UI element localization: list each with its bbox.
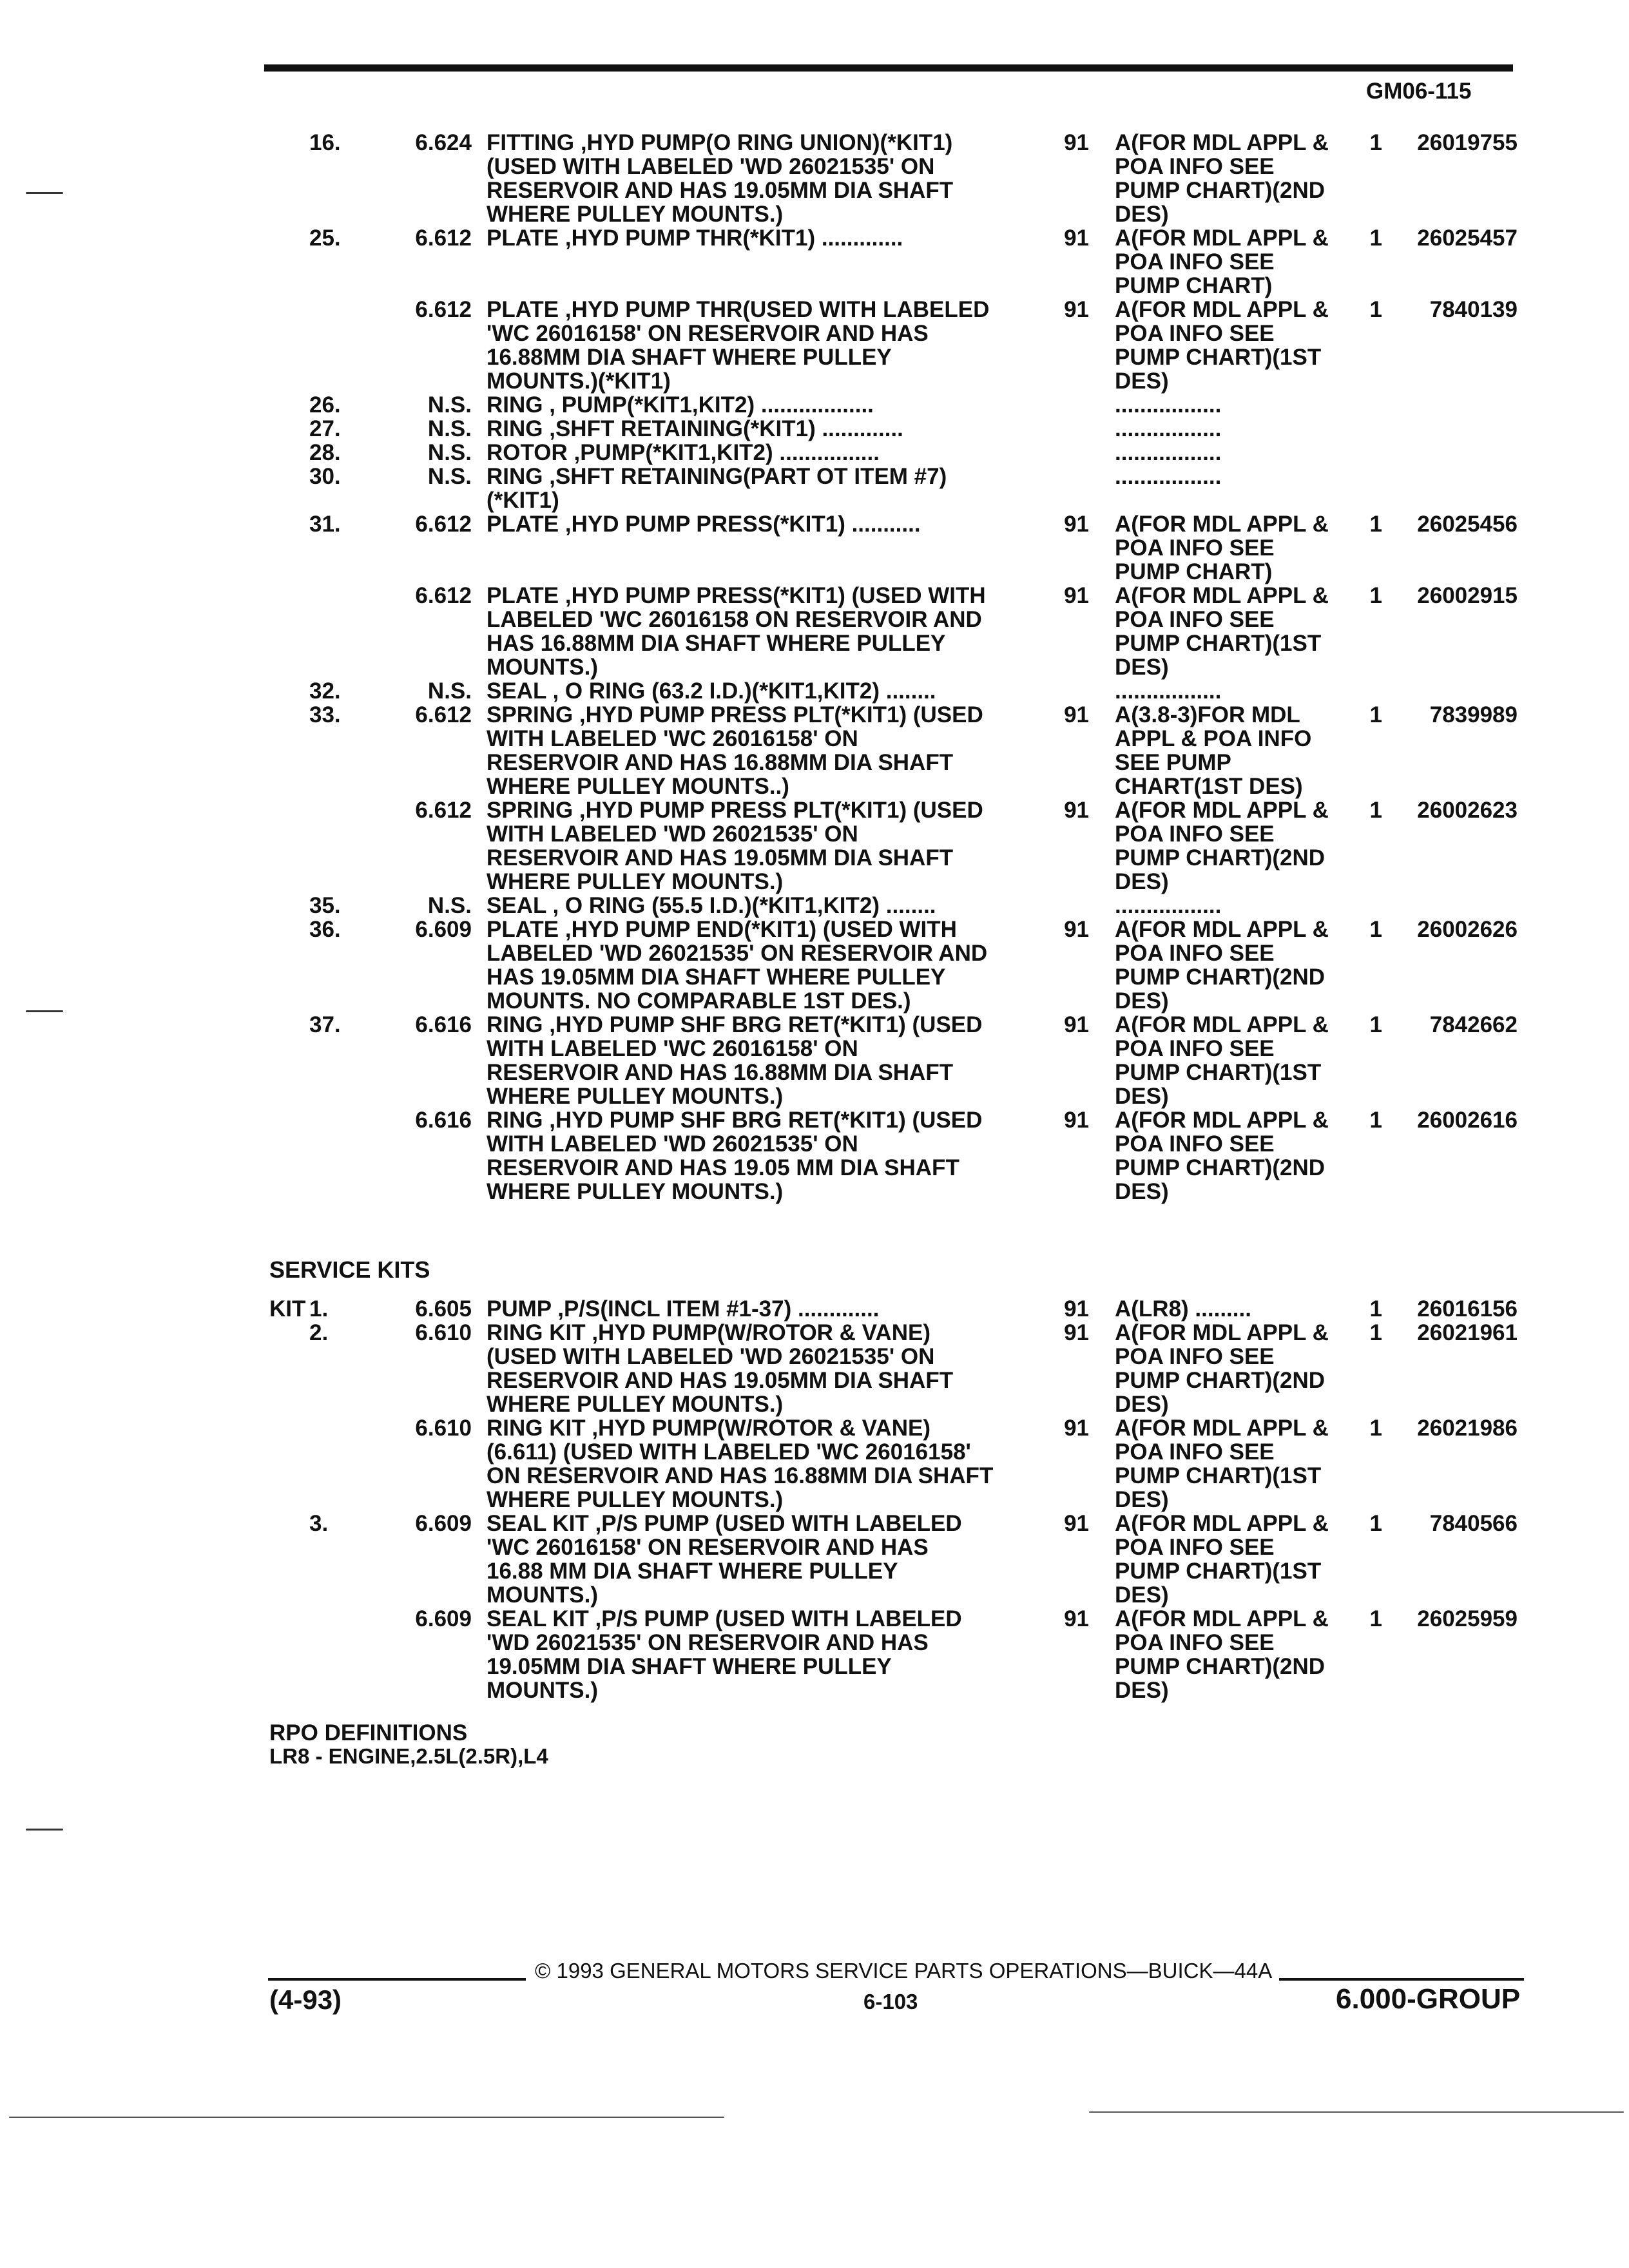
item-number: 30. (309, 464, 341, 489)
group-number: 6.612 (415, 583, 472, 608)
part-description (487, 679, 1021, 703)
application: A(FOR MDL APPL & POA INFO SEE PUMP CHART)(2ND DES) (1115, 130, 1329, 227)
part-name: RING (487, 1012, 543, 1037)
parts-row (0, 1321, 1629, 1416)
header-rule (264, 64, 1513, 72)
group-number: N.S. (427, 678, 472, 704)
rpo-definition: LR8 - ENGINE,2.5L(2.5R),L4 (269, 1744, 548, 1768)
application: A(FOR MDL APPL & POA INFO SEE PUMP CHART) (1115, 512, 1329, 584)
parts-row (0, 441, 1629, 465)
part-name: SEAL (487, 893, 546, 918)
part-name: PLATE (487, 226, 559, 251)
item-number: 1. (309, 1296, 329, 1321)
model-year: 91 (1064, 1416, 1089, 1441)
application: A(FOR MDL APPL & POA INFO SEE PUMP CHART)(1ST DES) (1115, 1416, 1329, 1512)
part-number: 26019755 (1417, 130, 1518, 155)
application: A(FOR MDL APPL & POA INFO SEE PUMP CHART)(2ND DES) (1115, 1606, 1329, 1703)
part-description (487, 131, 1021, 226)
part-name: RING (487, 392, 543, 418)
part-detail: ,HYD PUMP PRESS PLT(*KIT1) (USED WITH LABELED 'WD 26021535' ON RESERVOIR AND HAS 19.05MM DIA SHAFT WHERE PULLEY MOUNTS.) (487, 798, 983, 894)
model-year: 91 (1064, 1511, 1089, 1536)
part-number: 7840566 (1429, 1511, 1518, 1536)
item-number: 32. (309, 678, 341, 704)
parts-row (0, 918, 1629, 1013)
parts-row (0, 465, 1629, 512)
group-number: 6.610 (415, 1416, 472, 1441)
model-year: 91 (1064, 702, 1089, 727)
group-number: N.S. (427, 416, 472, 441)
quantity: 1 (1369, 1296, 1382, 1321)
part-name: SEAL (487, 678, 546, 704)
part-number: 26002626 (1417, 917, 1518, 942)
item-number: 36. (309, 917, 341, 942)
application: A(LR8) ......... (1115, 1296, 1251, 1321)
part-name: RING (487, 416, 543, 441)
model-year: 91 (1064, 798, 1089, 823)
application: A(FOR MDL APPL & POA INFO SEE PUMP CHART)(2ND DES) (1115, 1320, 1329, 1417)
model-year: 91 (1064, 1606, 1089, 1631)
part-detail: ,HYD PUMP PRESS PLT(*KIT1) (USED WITH LABELED 'WC 26016158' ON RESERVOIR AND HAS 16.88MM DIA SHAFT WHERE PULLEY MOUNTS..) (487, 702, 983, 799)
part-number: 7842662 (1429, 1012, 1518, 1037)
part-detail: , O RING (63.2 I.D.)(*KIT1,KIT2) ........ (546, 678, 936, 704)
part-description (487, 417, 1021, 441)
item-number: 25. (309, 226, 341, 251)
part-number: 26025456 (1417, 512, 1518, 537)
part-detail: ,HYD PUMP THR(*KIT1) ............. (559, 226, 903, 251)
copyright-line: © 1993 GENERAL MOTORS SERVICE PARTS OPERATIONS—BUICK—44A (535, 1959, 1273, 1983)
part-number: 7839989 (1429, 702, 1518, 727)
part-name: FITTING (487, 130, 575, 155)
application: ................. (1115, 464, 1222, 489)
quantity: 1 (1369, 1012, 1382, 1037)
model-year: 91 (1064, 512, 1089, 537)
item-number: 35. (309, 893, 341, 918)
group-number: N.S. (427, 440, 472, 465)
part-name: RING (487, 464, 543, 489)
parts-row (0, 679, 1629, 703)
quantity: 1 (1369, 1511, 1382, 1536)
part-description (487, 1108, 1021, 1204)
part-description (487, 894, 1021, 918)
part-name: PLATE (487, 917, 559, 942)
item-number: 26. (309, 392, 341, 418)
quantity: 1 (1369, 1416, 1382, 1441)
group-number: 6.612 (415, 512, 472, 537)
quantity: 1 (1369, 512, 1382, 537)
application: A(FOR MDL APPL & POA INFO SEE PUMP CHART)(1ST DES) (1115, 583, 1329, 680)
parts-row (0, 1512, 1629, 1607)
part-description (487, 798, 1021, 894)
quantity: 1 (1369, 1606, 1382, 1631)
part-detail: ,HYD PUMP PRESS(*KIT1) (USED WITH LABELED 'WC 26016158 ON RESERVOIR AND HAS 16.88MM DIA SHAFT WHERE PULLEY MOUNTS.) (487, 583, 986, 680)
model-year: 91 (1064, 1012, 1089, 1037)
part-description (487, 298, 1021, 393)
group-number: 6.612 (415, 297, 472, 322)
group-number: 6.624 (415, 130, 472, 155)
group-number: 6.616 (415, 1012, 472, 1037)
parts-row (0, 798, 1629, 894)
part-description (487, 918, 1021, 1013)
part-number: 26002616 (1417, 1108, 1518, 1133)
quantity: 1 (1369, 798, 1382, 823)
kit-label: KIT (269, 1296, 306, 1321)
item-number: 16. (309, 130, 341, 155)
part-name: SPRING (487, 702, 574, 727)
part-detail: ,HYD PUMP THR(USED WITH LABELED 'WC 26016158' ON RESERVOIR AND HAS 16.88MM DIA SHAFT WHERE PULLEY MOUNTS.)(*KIT1) (487, 297, 990, 394)
part-detail: ,P/S PUMP (USED WITH LABELED 'WD 26021535' ON RESERVOIR AND HAS 19.05MM DIA SHAFT WHERE PULLEY MOUNTS.) (487, 1606, 962, 1703)
part-description (487, 1512, 1021, 1607)
application: ................. (1115, 392, 1222, 418)
application: ................. (1115, 893, 1222, 918)
quantity: 1 (1369, 583, 1382, 608)
part-name: PLATE (487, 583, 559, 608)
model-year: 91 (1064, 917, 1089, 942)
group-number: N.S. (427, 392, 472, 418)
revision-date: (4-93) (269, 1984, 342, 2015)
part-description (487, 393, 1021, 417)
group-number: 6.609 (415, 1511, 472, 1536)
part-detail: ,HYD PUMP SHF BRG RET(*KIT1) (USED WITH LABELED 'WC 26016158' ON RESERVOIR AND HAS 16.88MM DIA SHAFT WHERE PULLEY MOUNTS.) (487, 1012, 983, 1109)
item-number: 31. (309, 512, 341, 537)
service-kits-heading: SERVICE KITS (269, 1256, 430, 1283)
part-detail: ,HYD PUMP END(*KIT1) (USED WITH LABELED 'WD 26021535' ON RESERVOIR AND HAS 19.05MM DIA SHAFT WHERE PULLEY MOUNTS. NO COMPARABLE 1ST DES.) (487, 917, 988, 1014)
part-description (487, 703, 1021, 798)
part-detail: , O RING (55.5 I.D.)(*KIT1,KIT2) ........ (546, 893, 936, 918)
quantity: 1 (1369, 1320, 1382, 1345)
part-name: SEAL KIT (487, 1606, 589, 1631)
part-description (487, 465, 1021, 512)
page-number: 6-103 (863, 1990, 918, 2013)
document-code: GM06-115 (1366, 79, 1472, 104)
part-number: 26025959 (1417, 1606, 1518, 1631)
binder-hole-mark (26, 1010, 63, 1012)
parts-row (0, 1416, 1629, 1512)
application: ................. (1115, 416, 1222, 441)
application: A(3.8-3)FOR MDL APPL & POA INFO SEE PUMP CHART(1ST DES) (1115, 702, 1312, 799)
part-number: 26002623 (1417, 798, 1518, 823)
part-detail: , PUMP(*KIT1,KIT2) .................. (543, 392, 874, 418)
parts-row (0, 584, 1629, 679)
scan-edge-line (9, 2117, 724, 2118)
part-description (487, 512, 1021, 536)
application: A(FOR MDL APPL & POA INFO SEE PUMP CHART)(1ST DES) (1115, 1511, 1329, 1608)
quantity: 1 (1369, 702, 1382, 727)
part-detail: ,PUMP(*KIT1,KIT2) ................ (567, 440, 880, 465)
parts-row (0, 1013, 1629, 1108)
model-year: 91 (1064, 130, 1089, 155)
parts-list (0, 131, 1629, 1204)
binder-hole-mark (26, 192, 63, 194)
part-detail: ,P/S PUMP (USED WITH LABELED 'WC 26016158' ON RESERVOIR AND HAS 16.88 MM DIA SHAFT WHERE PULLEY MOUNTS.) (487, 1511, 962, 1608)
parts-row (0, 512, 1629, 584)
part-number: 26021961 (1417, 1320, 1518, 1345)
part-description (487, 1297, 1021, 1321)
group-number: 6.612 (415, 226, 472, 251)
group-number: 6.616 (415, 1108, 472, 1133)
part-detail: ,P/S(INCL ITEM #1-37) ............. (551, 1296, 880, 1321)
part-name: PLATE (487, 297, 559, 322)
part-number: 7840139 (1429, 297, 1518, 322)
part-description (487, 1416, 1021, 1512)
group-id: 6.000-GROUP (1336, 1983, 1521, 2015)
footer-rule-right (1279, 1978, 1524, 1981)
model-year: 91 (1064, 297, 1089, 322)
parts-row (0, 1607, 1629, 1702)
application: A(FOR MDL APPL & POA INFO SEE PUMP CHART) (1115, 226, 1329, 298)
part-detail: ,HYD PUMP SHF BRG RET(*KIT1) (USED WITH LABELED 'WD 26021535' ON RESERVOIR AND HAS 19.05 MM DIA SHAFT WHERE PULLEY MOUNTS.) (487, 1108, 983, 1204)
part-name: PUMP (487, 1296, 552, 1321)
part-detail: ,HYD PUMP(W/ROTOR & VANE) (6.611) (USED WITH LABELED 'WC 26016158' ON RESERVOIR AND HAS 16.88MM DIA SHAFT WHERE PULLEY MOUNTS.) (487, 1416, 994, 1512)
part-description (487, 1013, 1021, 1108)
group-number: 6.610 (415, 1320, 472, 1345)
parts-row (0, 703, 1629, 798)
item-number: 33. (309, 702, 341, 727)
model-year: 91 (1064, 583, 1089, 608)
part-name: SEAL KIT (487, 1511, 589, 1536)
footer-rule-left (268, 1978, 526, 1981)
part-description (487, 584, 1021, 679)
application: A(FOR MDL APPL & POA INFO SEE PUMP CHART)(2ND DES) (1115, 1108, 1329, 1204)
item-number: 27. (309, 416, 341, 441)
group-number: 6.612 (415, 702, 472, 727)
item-number: 28. (309, 440, 341, 465)
quantity: 1 (1369, 226, 1382, 251)
part-name: RING KIT (487, 1320, 586, 1345)
model-year: 91 (1064, 1108, 1089, 1133)
part-detail: ,SHFT RETAINING(*KIT1) ............. (543, 416, 903, 441)
parts-row (0, 393, 1629, 417)
parts-row (0, 131, 1629, 226)
application: ................. (1115, 678, 1222, 704)
part-number: 26002915 (1417, 583, 1518, 608)
part-number: 26025457 (1417, 226, 1518, 251)
item-number: 3. (309, 1511, 329, 1536)
part-detail: ,SHFT RETAINING(PART OT ITEM #7) (*KIT1) (487, 464, 947, 513)
group-number: 6.609 (415, 1606, 472, 1631)
group-number: N.S. (427, 464, 472, 489)
group-number: 6.605 (415, 1296, 472, 1321)
model-year: 91 (1064, 1320, 1089, 1345)
part-detail: ,HYD PUMP PRESS(*KIT1) ........... (559, 512, 921, 537)
part-name: ROTOR (487, 440, 568, 465)
item-number: 37. (309, 1012, 341, 1037)
part-name: PLATE (487, 512, 559, 537)
application: A(FOR MDL APPL & POA INFO SEE PUMP CHART)(1ST DES) (1115, 1012, 1329, 1109)
application: A(FOR MDL APPL & POA INFO SEE PUMP CHART)(1ST DES) (1115, 297, 1329, 394)
model-year: 91 (1064, 1296, 1089, 1321)
part-number: 26021986 (1417, 1416, 1518, 1441)
parts-row (0, 417, 1629, 441)
application: A(FOR MDL APPL & POA INFO SEE PUMP CHART)(2ND DES) (1115, 917, 1329, 1014)
parts-row (0, 1108, 1629, 1204)
scan-edge-line (1089, 2111, 1624, 2113)
item-number: 2. (309, 1320, 329, 1345)
part-description (487, 441, 1021, 465)
quantity: 1 (1369, 1108, 1382, 1133)
rpo-definitions-heading: RPO DEFINITIONS (269, 1720, 468, 1745)
service-kits-list (0, 1297, 1629, 1702)
part-name: RING (487, 1108, 543, 1133)
part-name: RING KIT (487, 1416, 586, 1441)
quantity: 1 (1369, 917, 1382, 942)
parts-row (0, 894, 1629, 918)
group-number: 6.612 (415, 798, 472, 823)
parts-row (0, 1297, 1629, 1321)
model-year: 91 (1064, 226, 1089, 251)
part-detail: ,HYD PUMP(W/ROTOR & VANE) (USED WITH LABELED 'WD 26021535' ON RESERVOIR AND HAS 19.05MM DIA SHAFT WHERE PULLEY MOUNTS.) (487, 1320, 954, 1417)
parts-row (0, 298, 1629, 393)
binder-hole-mark (26, 1829, 63, 1831)
quantity: 1 (1369, 130, 1382, 155)
part-name: SPRING (487, 798, 574, 823)
quantity: 1 (1369, 297, 1382, 322)
part-description (487, 1321, 1021, 1416)
parts-row (0, 226, 1629, 298)
application: ................. (1115, 440, 1222, 465)
group-number: N.S. (427, 893, 472, 918)
group-number: 6.609 (415, 917, 472, 942)
part-number: 26016156 (1417, 1296, 1518, 1321)
part-description (487, 226, 1021, 250)
part-description (487, 1607, 1021, 1702)
part-detail: ,HYD PUMP(O RING UNION)(*KIT1) (USED WITH LABELED 'WD 26021535' ON RESERVOIR AND HAS 19.05MM DIA SHAFT WHERE PULLEY MOUNTS.) (487, 130, 954, 227)
application: A(FOR MDL APPL & POA INFO SEE PUMP CHART)(2ND DES) (1115, 798, 1329, 894)
